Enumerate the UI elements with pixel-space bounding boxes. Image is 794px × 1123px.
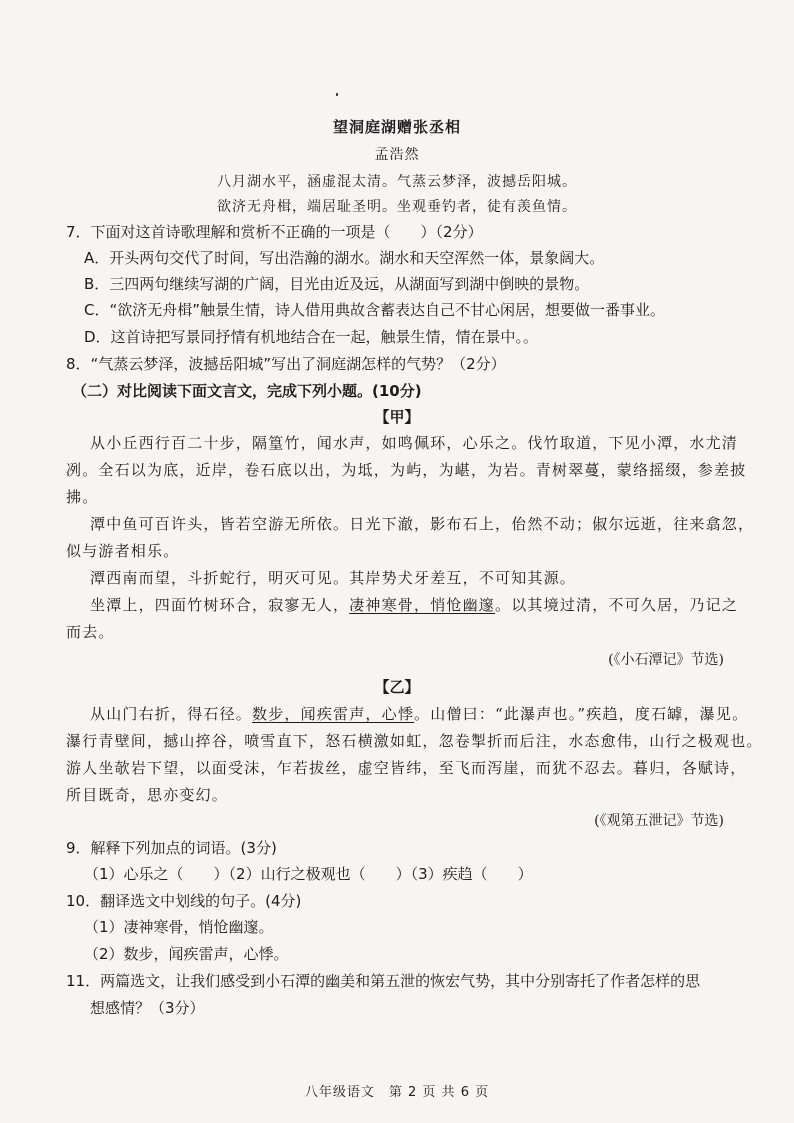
jia-p1-line1: 从小丘西行百二十步，隔篁竹，闻水声，如鸣佩环，心乐之。伐竹取道，下见小潭，水尤清: [90, 434, 739, 452]
question-8: 8．“气蒸云梦泽，波撼岳阳城”写出了洞庭湖怎样的气势？（2分）: [66, 355, 506, 373]
yi-l1-text-a: 从山门右折，得石径。: [90, 705, 253, 723]
jia-p4-line2: 而去。: [66, 623, 115, 641]
poem-title: 望洞庭湖赠张丞相: [332, 118, 461, 136]
q10-sentence-1: （1）凄神寒骨，悄怆幽邃。: [84, 918, 274, 936]
poem-author: 孟浩然: [374, 147, 420, 163]
q9-items: （1）心乐之（ ）（2）山行之极观也（ ）（3）疾趋（ ）: [84, 865, 533, 883]
jia-p4-text-a: 坐潭上，四面竹树环合，寂寥无人，: [90, 596, 350, 614]
q7-option-d: D．这首诗把写景同抒情有机地结合在一起，触景生情，情在景中。。: [84, 328, 539, 346]
yi-underlined-sentence: 数步，闻疾雷声，心悸: [252, 705, 415, 723]
passage-jia-heading: 【甲】: [374, 408, 420, 426]
jia-source: (《小石潭记》节选): [608, 652, 724, 668]
page-footer: 八年级语文 第 2 页 共 6 页: [304, 1085, 490, 1100]
yi-line4: 所目既奇，思亦变幻。: [66, 786, 229, 804]
jia-p1-line3: 拂。: [66, 488, 99, 506]
q10-sentence-2: （2）数步，闻疾雷声，心悸。: [84, 945, 289, 963]
q7-option-b: B．三四两句继续写湖的广阔，目光由近及远，从湖面写到湖中倒映的景物。: [84, 275, 590, 293]
question-10: 10．翻译选文中划线的句子。(4分): [66, 892, 302, 910]
yi-line3: 游人坐欹岩下望，以面受沫，乍若拔丝，虚空皆纬，至飞而泻崖，而犹不忍去。暮归，各赋诗，: [66, 759, 747, 777]
yi-line2: 瀑行青壁间，撼山捽谷，喷雪直下，怒石横激如虹，忽卷掣折而后注，水态愈伟，山行之极观也。: [66, 732, 763, 750]
jia-p2-line1: 潭中鱼可百许头，皆若空游无所依。日光下澈，影布石上，佁然不动；俶尔远逝，往来翕忽，: [90, 515, 755, 533]
section-2-heading: （二）对比阅读下面文言文，完成下列小题。(10分): [72, 382, 422, 400]
yi-l1-text-b: 。山僧曰：“此瀑声也。”疾趋，度石罅，瀑见。: [414, 705, 749, 723]
poem-line-2: 欲济无舟楫，端居耻圣明。坐观垂钓者，徒有羡鱼情。: [217, 199, 577, 215]
scan-speck: [336, 93, 338, 96]
passage-yi-heading: 【乙】: [374, 678, 420, 696]
jia-p4-line1: [90, 595, 738, 615]
yi-line1: [90, 704, 748, 724]
jia-p1-line2: 冽。全石以为底，近岸，卷石底以出，为坻，为屿，为嵁，为岩。青树翠蔓，蒙络摇缀，参差披: [66, 461, 747, 479]
q7-option-a: A．开头两句交代了时间，写出浩瀚的湖水。湖水和天空浑然一体，景象阔大。: [84, 249, 605, 267]
jia-p4-text-b: 。以其境过清，不可久居，乃记之: [495, 596, 739, 614]
yi-source: (《观第五泄记》节选): [594, 813, 724, 829]
jia-underlined-sentence: 凄神寒骨，悄怆幽邃: [349, 596, 496, 614]
question-9: 9．解释下列加点的词语。(3分): [66, 839, 277, 857]
jia-p2-line2: 似与游者相乐。: [66, 542, 180, 560]
question-7: 7．下面对这首诗歌理解和赏析不正确的一项是（ ）（2分）: [66, 223, 483, 241]
question-11-line1: 11．两篇选文，让我们感受到小石潭的幽美和第五泄的恢宏气势，其中分别寄托了作者怎样的思: [66, 972, 701, 990]
question-11-line2: 想感情？（3分）: [90, 999, 205, 1017]
jia-p3: 潭西南而望，斗折蛇行，明灭可见。其岸势犬牙差互，不可知其源。: [90, 569, 577, 587]
poem-line-1: 八月湖水平，涵虚混太清。气蒸云梦泽，波撼岳阳城。: [217, 174, 577, 190]
q7-option-c: C．“欲济无舟楫”触景生情，诗人借用典故含蓄表达自己不甘心闲居，想要做一番事业。: [84, 301, 666, 319]
